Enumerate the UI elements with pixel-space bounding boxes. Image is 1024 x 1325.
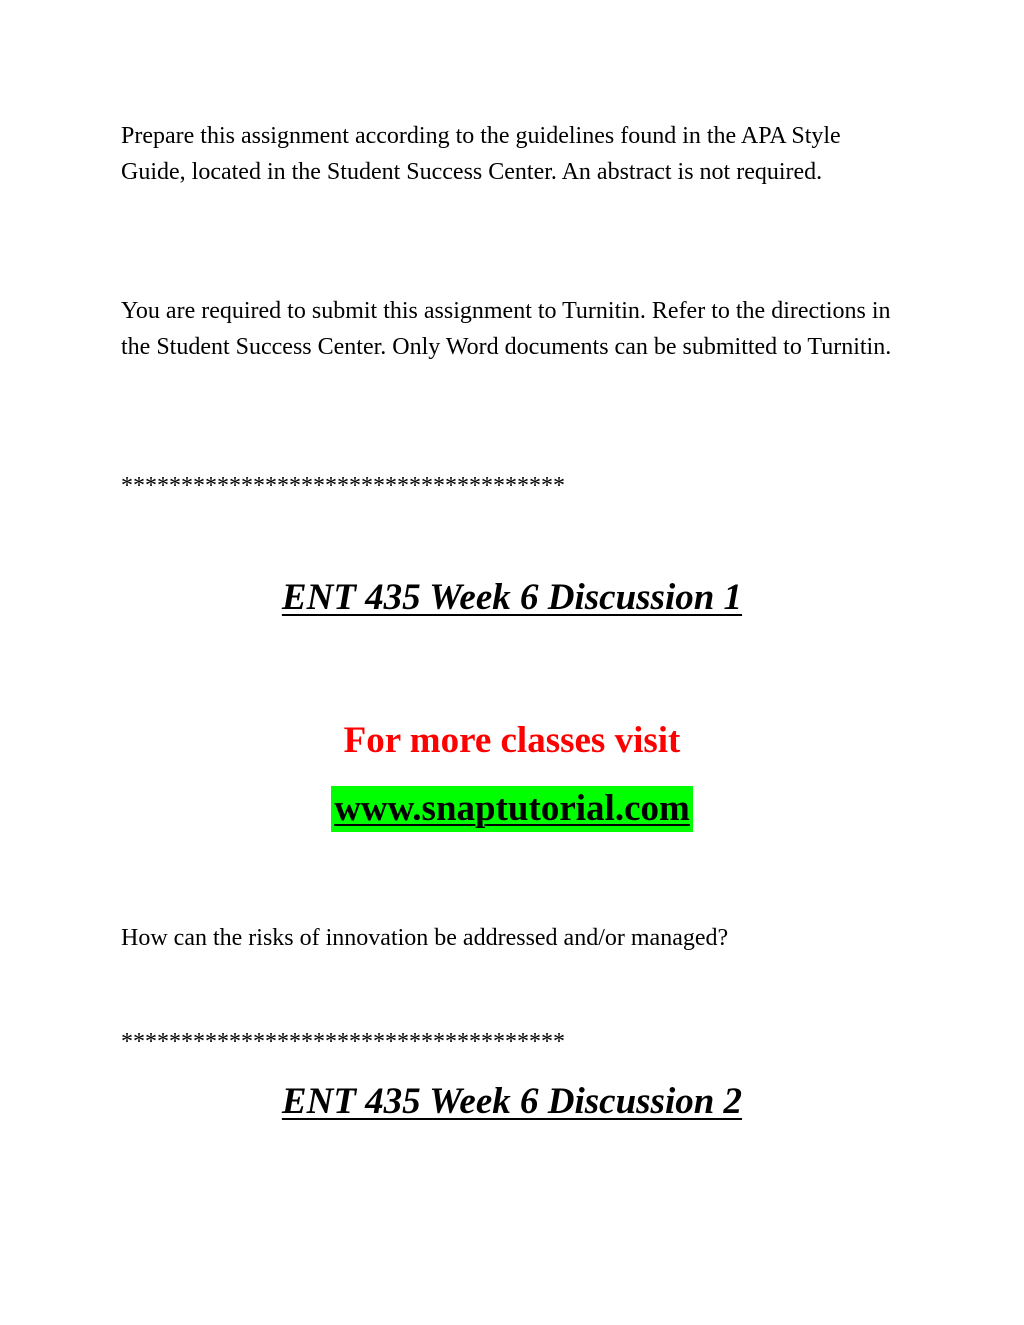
asterisk-separator: ************************************* (121, 1029, 565, 1055)
discussion-question: How can the risks of innovation be addressed and/or managed? (121, 925, 729, 951)
asterisk-separator: ************************************* (121, 473, 565, 499)
apa-instructions-paragraph: Prepare this assignment according to the guidelines found in the APA Style Guide, located in the Student Success Center. An abstract is not required. (121, 123, 841, 185)
discussion-1-heading: ENT 435 Week 6 Discussion 1 (281, 577, 743, 618)
turnitin-instructions-paragraph: You are required to submit this assignment to Turnitin. Refer to the directions in the Student Success Center. Only Word documents can be submitted to Turnitin. (121, 298, 892, 360)
snaptutorial-link[interactable]: www.snaptutorial.com (331, 786, 693, 832)
discussion-2-heading: ENT 435 Week 6 Discussion 2 (281, 1081, 743, 1122)
promo-text: For more classes visit (343, 720, 681, 761)
promo-link-container (0, 786, 1024, 832)
